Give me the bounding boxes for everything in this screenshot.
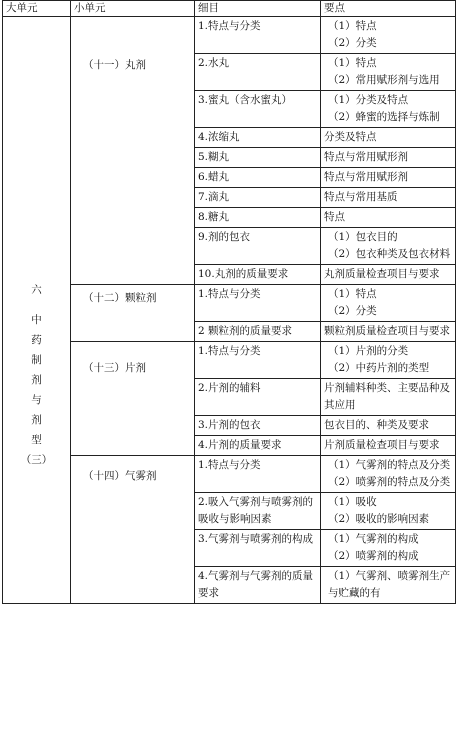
item-cell: 2 颗粒剂的质量要求 [195, 322, 321, 342]
syllabus-table [2, 0, 456, 604]
item-cell: 9.剂的包衣 [195, 228, 321, 265]
big-unit-char: 剂 [31, 374, 42, 386]
sub-unit-label: （十一）丸剂 [83, 59, 146, 71]
item-cell: 4.浓缩丸 [195, 128, 321, 148]
points-cell [321, 436, 456, 456]
points-cell [321, 379, 456, 416]
header-sub-unit: 小单元 [71, 1, 195, 17]
points-cell [321, 285, 456, 322]
item-cell: 1.特点与分类 [195, 285, 321, 322]
syllabus-sheet [2, 0, 455, 735]
header-row [3, 1, 456, 17]
item-cell: 2.吸入气雾剂与喷雾剂的吸收与影响因素 [195, 493, 321, 530]
sub-unit-cell [71, 285, 195, 342]
item-cell: 4.气雾剂与气雾剂的质量要求 [195, 567, 321, 604]
points-cell [321, 493, 456, 530]
item-cell: 5.糊丸 [195, 148, 321, 168]
point-text: （2）蜂蜜的选择与炼制 [328, 111, 440, 123]
points-cell [321, 54, 456, 91]
points-cell [321, 128, 456, 148]
point-text: 分类及特点 [324, 131, 377, 143]
point-text: 片剂质量检查项目与要求 [324, 439, 440, 451]
point-text: （1）气雾剂的构成 [328, 533, 419, 545]
points-cell [321, 91, 456, 128]
point-text: 包衣目的、种类及要求 [324, 419, 429, 431]
sub-unit-label: （十二）颗粒剂 [83, 292, 157, 304]
points-cell [321, 17, 456, 54]
point-text: （2）吸收的影响因素 [328, 513, 430, 525]
points-cell [321, 208, 456, 228]
point-text: 特点与常用赋形剂 [324, 151, 408, 163]
sub-unit-cell [71, 342, 195, 456]
item-cell: 10.丸剂的质量要求 [195, 265, 321, 285]
point-text: （1）特点 [328, 288, 377, 300]
big-unit-suffix: （三） [20, 454, 53, 466]
item-cell: 3.片剂的包衣 [195, 416, 321, 436]
points-cell [321, 228, 456, 265]
points-cell [321, 265, 456, 285]
point-text: （1）气雾剂的特点及分类 [328, 459, 451, 471]
points-cell [321, 530, 456, 567]
points-cell [321, 342, 456, 379]
big-unit-char: 中 [31, 314, 42, 326]
big-unit-char: 与 [31, 394, 42, 406]
point-text: （2）包衣种类及包衣材料 [328, 248, 451, 260]
table-row [3, 456, 456, 493]
sub-unit-cell [71, 456, 195, 604]
points-cell [321, 416, 456, 436]
point-text: 特点与常用赋形剂 [324, 171, 408, 183]
points-cell [321, 322, 456, 342]
point-text: 特点 [324, 211, 345, 223]
points-cell [321, 148, 456, 168]
point-text: （1）特点 [328, 20, 377, 32]
table-row [3, 17, 456, 54]
item-cell: 7.滴丸 [195, 188, 321, 208]
point-text: （1）特点 [328, 57, 377, 69]
points-cell [321, 567, 456, 604]
point-text: （1）吸收 [328, 496, 377, 508]
big-unit-char: 剂 [31, 414, 42, 426]
big-unit-char: 制 [31, 354, 42, 366]
item-cell: 6.蜡丸 [195, 168, 321, 188]
point-text: 特点与常用基质 [324, 191, 398, 203]
item-cell: 2.水丸 [195, 54, 321, 91]
sub-unit-label: （十三）片剂 [83, 362, 146, 374]
big-unit-number: 六 [31, 284, 42, 296]
item-cell: 2.片剂的辅料 [195, 379, 321, 416]
big-unit-cell [3, 17, 71, 604]
point-text: 丸剂质量检查项目与要求 [324, 268, 440, 280]
sub-unit-cell [71, 17, 195, 285]
item-cell: 4.片剂的质量要求 [195, 436, 321, 456]
points-cell [321, 168, 456, 188]
header-points: 要点 [321, 1, 456, 17]
item-cell: 1.特点与分类 [195, 342, 321, 379]
syllabus-body [3, 17, 456, 604]
table-row [3, 285, 456, 322]
point-text: （1）气雾剂、喷雾剂生产与贮藏的有 [328, 570, 451, 599]
item-cell: 1.特点与分类 [195, 456, 321, 493]
big-unit-char: 型 [31, 434, 42, 446]
point-text: （1）分类及特点 [328, 94, 409, 106]
point-text: 片剂辅料种类、主要品种及其应用 [324, 382, 450, 411]
header-big-unit: 大单元 [3, 1, 71, 17]
item-cell: 3.气雾剂与喷雾剂的构成 [195, 530, 321, 567]
point-text: （2）喷雾剂的构成 [328, 550, 419, 562]
point-text: （2）中药片剂的类型 [328, 362, 430, 374]
points-cell [321, 188, 456, 208]
item-cell: 1.特点与分类 [195, 17, 321, 54]
sub-unit-label: （十四）气雾剂 [83, 470, 157, 482]
point-text: （1）片剂的分类 [328, 345, 409, 357]
point-text: （1）包衣目的 [328, 231, 398, 243]
point-text: （2）分类 [328, 305, 377, 317]
points-cell [321, 456, 456, 493]
header-item: 细目 [195, 1, 321, 17]
point-text: （2）喷雾剂的特点及分类 [328, 476, 451, 488]
big-unit-char: 药 [31, 334, 42, 346]
point-text: （2）常用赋形剂与选用 [328, 74, 440, 86]
item-cell: 3.蜜丸（含水蜜丸） [195, 91, 321, 128]
table-row [3, 342, 456, 379]
point-text: 颗粒剂质量检查项目与要求 [324, 325, 450, 337]
point-text: （2）分类 [328, 37, 377, 49]
item-cell: 8.糖丸 [195, 208, 321, 228]
